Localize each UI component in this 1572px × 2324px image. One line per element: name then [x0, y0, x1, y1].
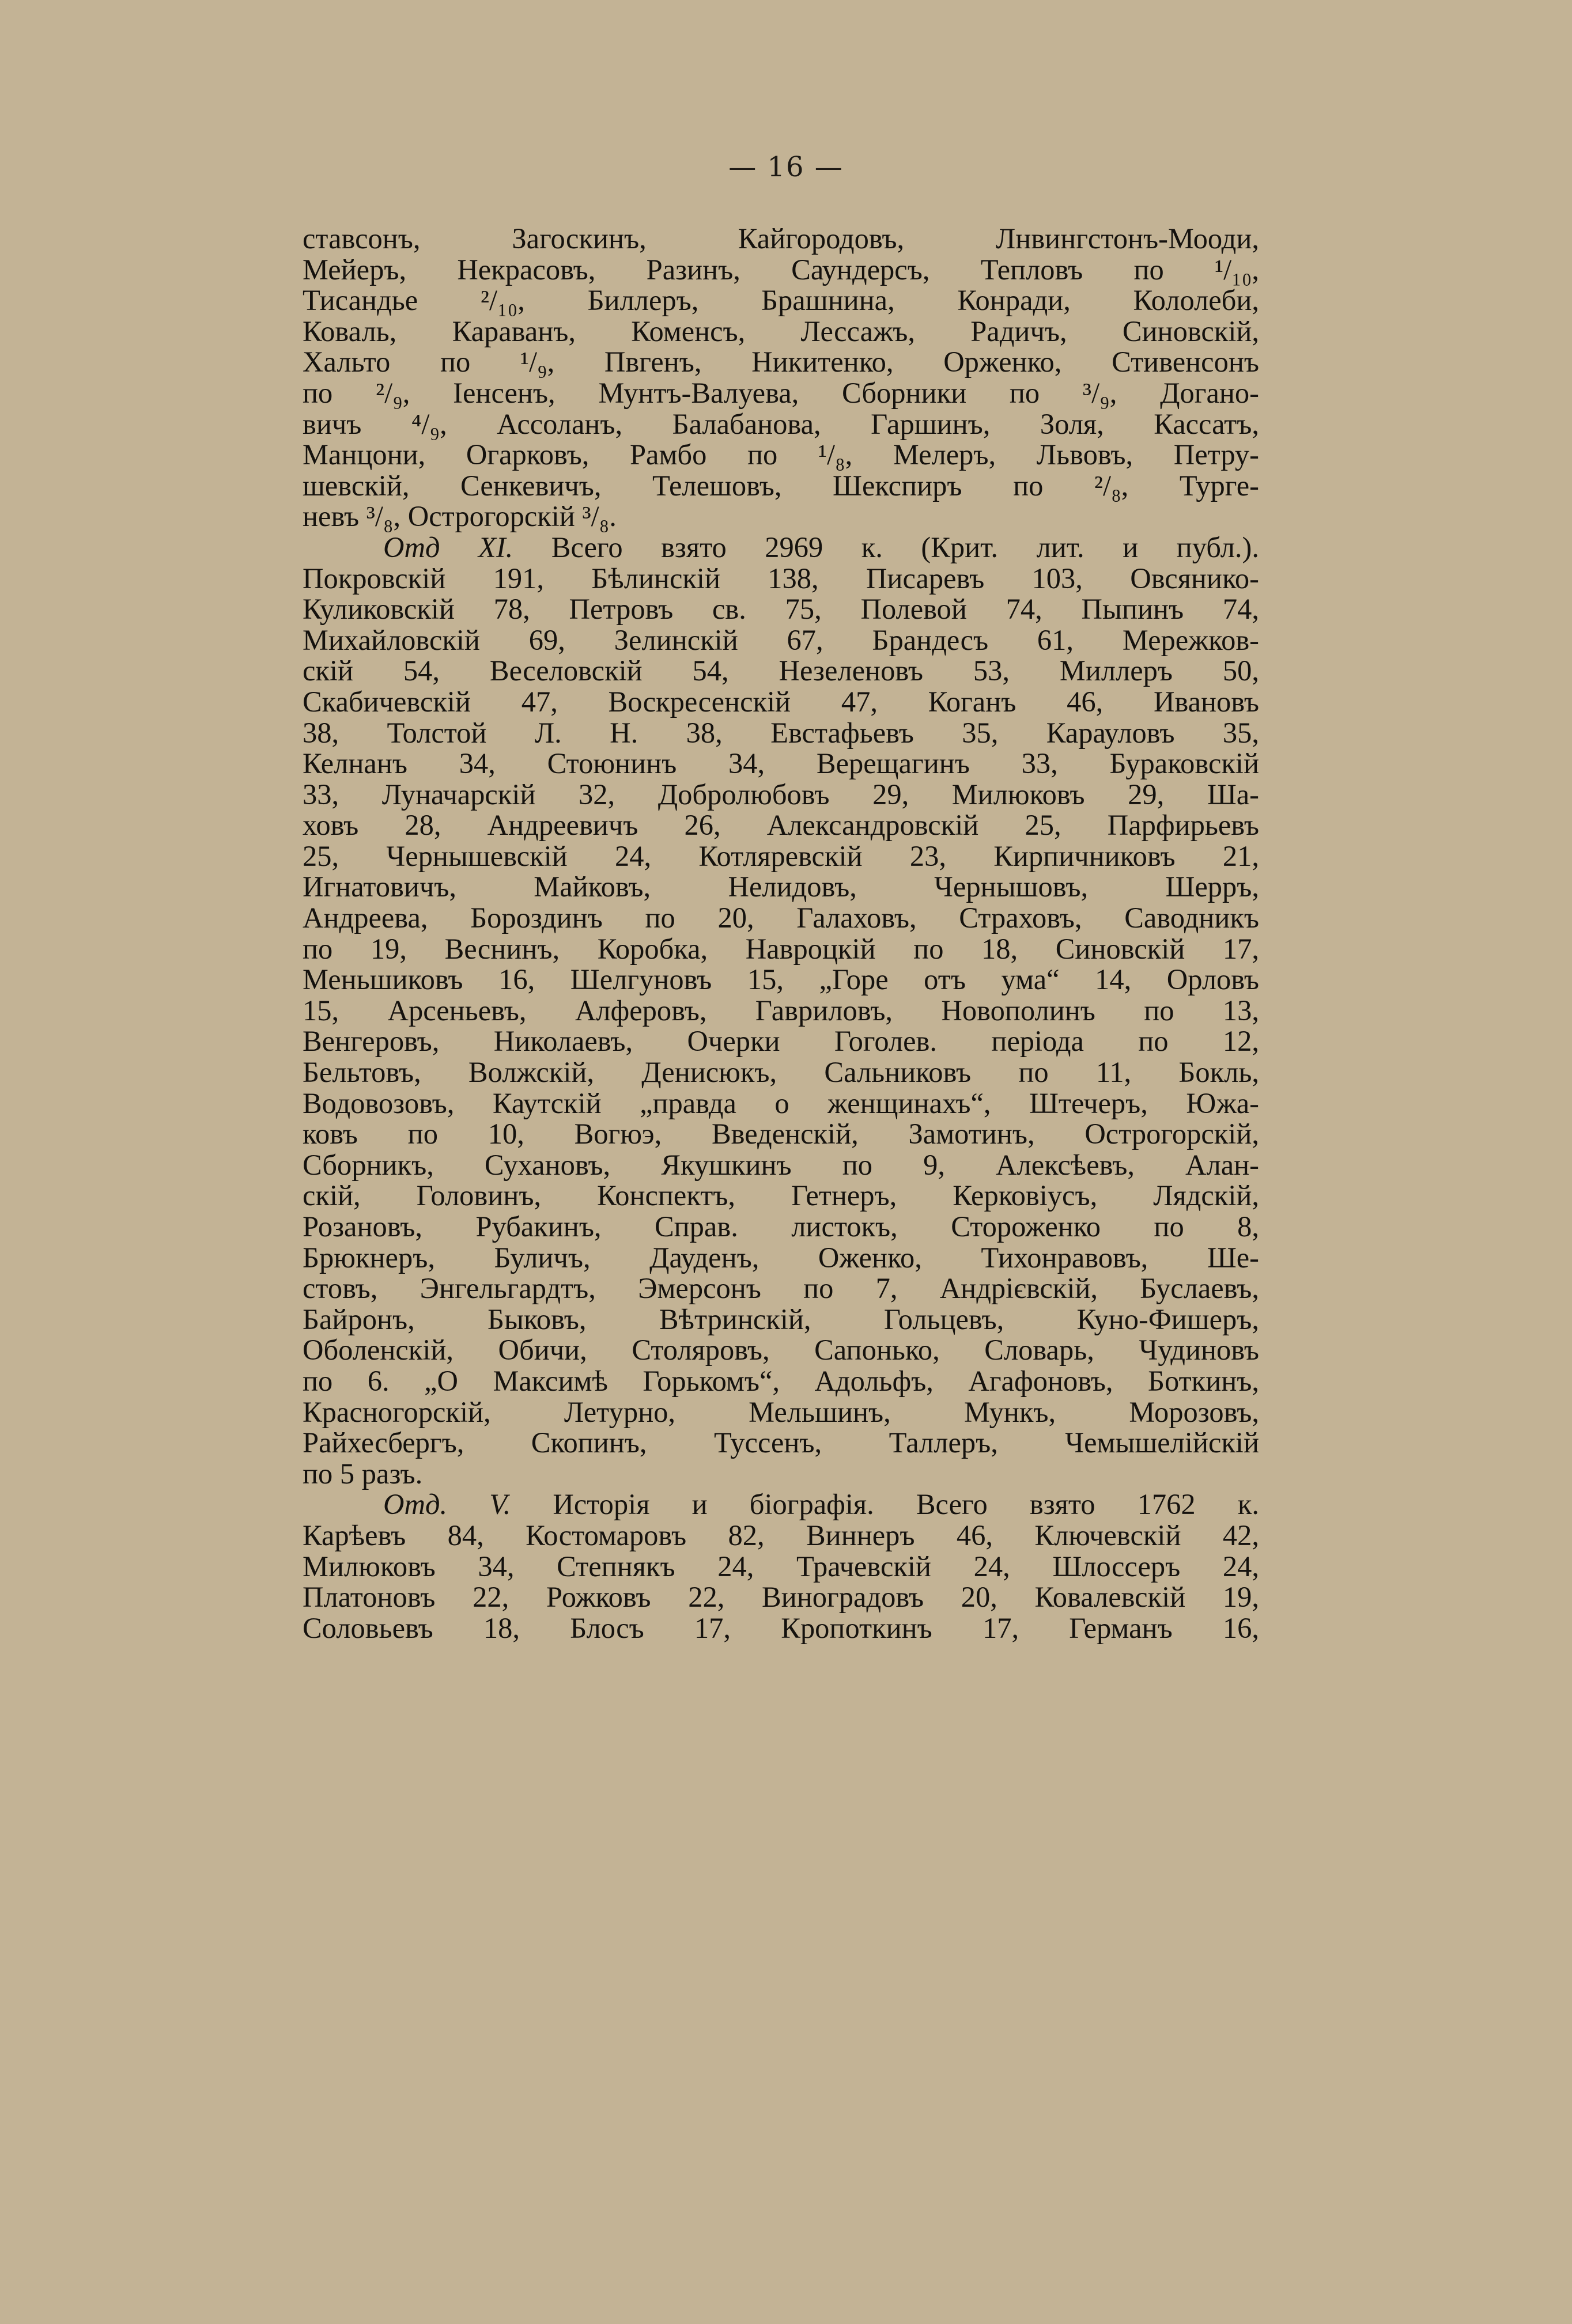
text-line: стовъ, Энгельгардтъ, Эмерсонъ по 7, Андрієвскій, Буслаевъ,: [303, 1272, 1259, 1305]
text-line: ставсонъ, Загоскинъ, Кайгородовъ, Лнвингстонъ-Мооди,: [303, 222, 1259, 255]
text-line: Брюкнеръ, Буличъ, Дауденъ, Оженко, Тихонравовъ, Ше-: [303, 1241, 1259, 1274]
text-line: Скабичевскій 47, Воскресенскій 47, Коганъ 46, Ивановъ: [303, 685, 1259, 718]
text-line: Куликовскій 78, Петровъ св. 75, Полевой 74, Пыпинъ 74,: [303, 593, 1259, 626]
text-line: Отд XI. Всего взято 2969 к. (Крит. лит. и публ.).: [383, 531, 1259, 563]
text-line: Красногорскій, Летурно, Мельшинъ, Мункъ, Морозовъ,: [303, 1395, 1259, 1428]
text-line: Андреева, Бороздинъ по 20, Галаховъ, Страховъ, Саводникъ: [303, 902, 1259, 934]
text-line: Венгеровъ, Николаевъ, Очерки Гоголев. періода по 12,: [303, 1025, 1259, 1058]
text-line: Михайловскій 69, Зелинскій 67, Брандесъ 61, Мережков-: [303, 623, 1259, 656]
section-heading: Отд. V.: [383, 1488, 511, 1521]
text-line: Сборникъ, Сухановъ, Якушкинъ по 9, Алексѣевъ, Алан-: [303, 1148, 1259, 1181]
text-line: по 6. „О Максимѣ Горькомъ“, Адольфъ, Агафоновъ, Боткинъ,: [303, 1364, 1259, 1397]
text-line: по 5 разъ.: [303, 1457, 423, 1490]
text-line: 15, Арсеньевъ, Алферовъ, Гавриловъ, Новополинъ по 13,: [303, 994, 1259, 1027]
text-line: шевскій, Сенкевичъ, Телешовъ, Шекспиръ по ²/₈, Турге-: [303, 469, 1259, 502]
text-line: Райхесбергъ, Скопинъ, Туссенъ, Таллеръ, Чемышелійскій: [303, 1426, 1259, 1459]
text-line: 25, Чернышевскій 24, Котляревскій 23, Кирпичниковъ 21,: [303, 839, 1259, 872]
text-line: Розановъ, Рубакинъ, Справ. листокъ, Стороженко по 8,: [303, 1210, 1259, 1243]
text-line: Покровскій 191, Бѣлинскій 138, Писаревъ 103, Овсянико-: [303, 562, 1259, 595]
text-line: 33, Луначарскій 32, Добролюбовъ 29, Милюковъ 29, Ша-: [303, 778, 1259, 811]
text-line: Бельтовъ, Волжскій, Денисюкъ, Сальниковъ по 11, Бокль,: [303, 1056, 1259, 1089]
text-line: Хальто по ¹/₉, Пвгенъ, Никитенко, Орженко, Стивенсонъ: [303, 346, 1259, 378]
text-block: [303, 224, 1259, 1644]
text-line: Меньшиковъ 16, Шелгуновъ 15, „Горе отъ ума“ 14, Орловъ: [303, 963, 1259, 996]
text-line: невъ ³/₈, Острогорскій ³/₈.: [303, 500, 617, 533]
text-line: Мейеръ, Некрасовъ, Разинъ, Саундерсъ, Тепловъ по ¹/₁₀,: [303, 253, 1259, 286]
text-line: по ²/₉, Іенсенъ, Мунтъ-Валуева, Сборники по ³/₉, Догано-: [303, 376, 1259, 409]
text-line: Тисандье ²/₁₀, Биллеръ, Брашнина, Конради, Кололеби,: [303, 284, 1259, 317]
section-heading: Отд XI.: [383, 531, 513, 563]
text-line: скій 54, Веселовскій 54, Незеленовъ 53, Миллеръ 50,: [303, 654, 1259, 687]
text-line: Соловьевъ 18, Блосъ 17, Кропоткинъ 17, Германъ 16,: [303, 1611, 1259, 1644]
page-number: — 16 —: [728, 151, 844, 183]
text-line: Платоновъ 22, Рожковъ 22, Виноградовъ 20, Ковалевскій 19,: [303, 1581, 1259, 1614]
text-line: 38, Толстой Л. Н. 38, Евстафьевъ 35, Карауловъ 35,: [303, 716, 1259, 749]
text-line: Оболенскій, Обичи, Столяровъ, Сапонько, Словарь, Чудиновъ: [303, 1334, 1259, 1367]
text-line: Водовозовъ, Каутскій „правда о женщинахъ“, Штечеръ, Южа-: [303, 1087, 1259, 1119]
text-line: вичъ ⁴/₉, Ассоланъ, Балабанова, Гаршинъ, Золя, Кассатъ,: [303, 407, 1259, 440]
text-line: Милюковъ 34, Степнякъ 24, Трачевскій 24, Шлоссеръ 24,: [303, 1550, 1259, 1583]
text-line: Байронъ, Быковъ, Вѣтринскій, Гольцевъ, Куно-Фишеръ,: [303, 1303, 1259, 1335]
text-line: скій, Головинъ, Конспектъ, Гетнеръ, Керковіусъ, Лядскій,: [303, 1179, 1259, 1212]
text-line: ковъ по 10, Вогюэ, Введенскій, Замотинъ, Острогорскій,: [303, 1118, 1259, 1150]
text-line: Коваль, Караванъ, Коменсъ, Лессажъ, Радичъ, Синовскій,: [303, 315, 1259, 347]
text-line: по 19, Веснинъ, Коробка, Навроцкій по 18, Синовскій 17,: [303, 932, 1259, 965]
text-line: Келнанъ 34, Стоюнинъ 34, Верещагинъ 33, Бураковскій: [303, 747, 1259, 780]
text-line: Отд. V. Исторія и біографія. Всего взято 1762 к.: [383, 1488, 1259, 1521]
text-line: Карѣевъ 84, Костомаровъ 82, Виннеръ 46, Ключевскій 42,: [303, 1519, 1259, 1551]
text-line: ховъ 28, Андреевичъ 26, Александровскій 25, Парфирьевъ: [303, 809, 1259, 842]
text-line: Игнатовичъ, Майковъ, Нелидовъ, Чернышовъ, Шерръ,: [303, 870, 1259, 903]
text-line: Манцони, Огарковъ, Рамбо по ¹/₈, Мелеръ, Львовъ, Петру-: [303, 438, 1259, 471]
